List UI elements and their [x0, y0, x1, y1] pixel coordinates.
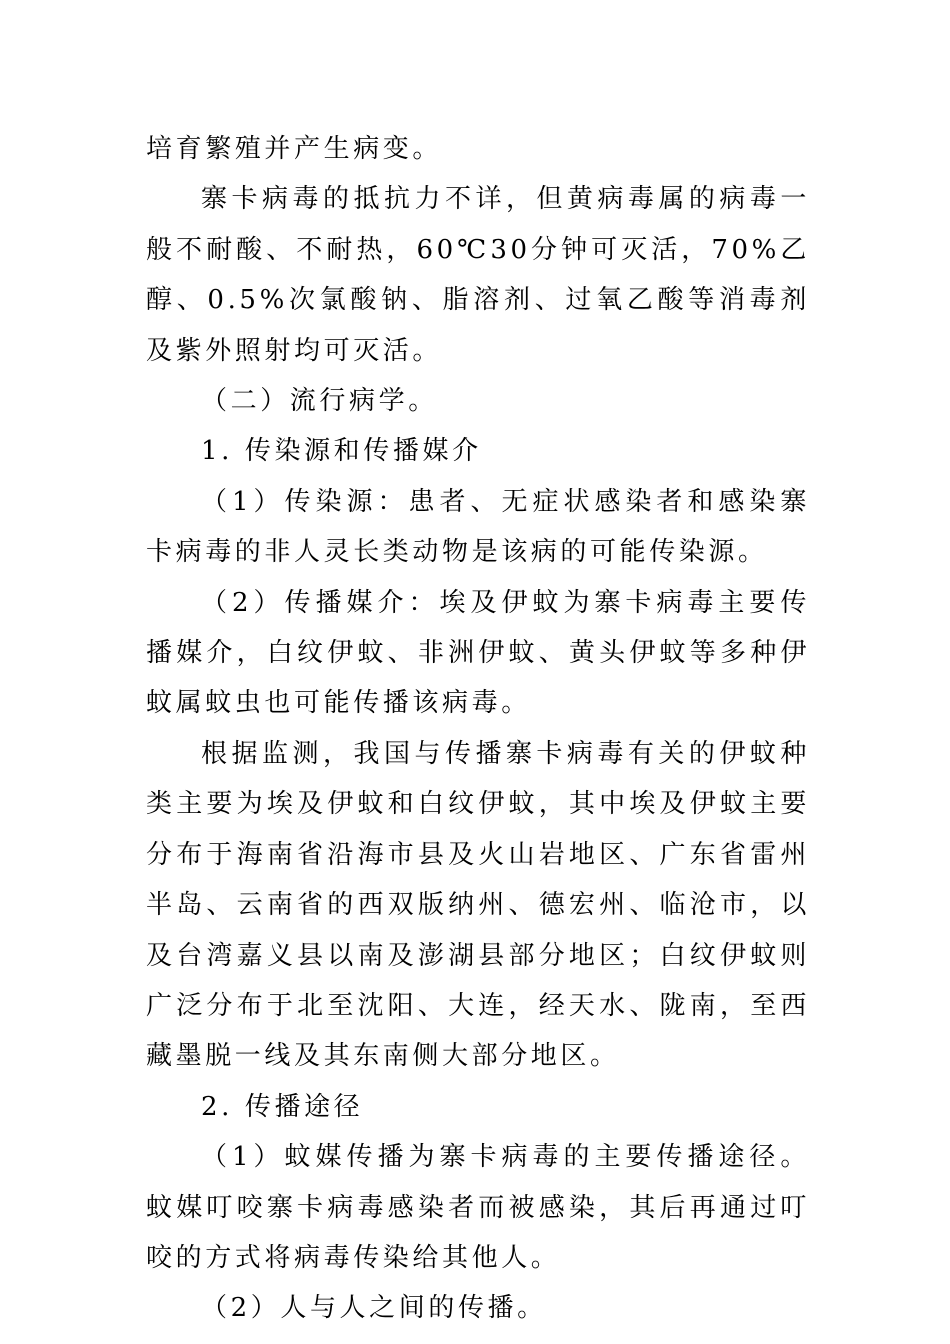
subheading-transmission-route: 2. 传播途径	[201, 1091, 364, 1122]
subheading-source-and-vector: 1. 传染源和传播媒介	[201, 436, 482, 467]
paragraph-infection-source: （1）传染源：患者、无症状感染者和感染寨卡病毒的非人灵长类动物是该病的可能传染源。	[146, 486, 810, 568]
paragraph-continuation: 培育繁殖并产生病变。	[146, 134, 443, 164]
paragraph-monitoring-distribution: 根据监测，我国与传播寨卡病毒有关的伊蚊种类主要为埃及伊蚊和白纹伊蚊，其中埃及伊蚊主要分布于海南省沿海市县及火山岩地区、广东省雷州半岛、云南省的西双版纳州、德宏州、临沧市，以及台湾嘉义县以南及澎湖县部分地区；白纹伊蚊则广泛分布于北至沈阳、大连，经天水、陇南，至西藏墨脱一线及其东南侧大部分地区。	[146, 738, 810, 1072]
paragraph-human-transmission: （2）人与人之间的传播。	[201, 1293, 547, 1324]
paragraph-resistance: 寨卡病毒的抵抗力不详，但黄病毒属的病毒一般不耐酸、不耐热，60℃30分钟可灭活，70%乙醇、0.5%次氯酸钠、脂溶剂、过氧乙酸等消毒剂及紫外照射均可灭活。	[146, 184, 810, 366]
paragraph-transmission-vector: （2）传播媒介：埃及伊蚊为寨卡病毒主要传播媒介，白纹伊蚊、非洲伊蚊、黄头伊蚊等多种伊蚊属蚊虫也可能传播该病毒。	[146, 587, 810, 719]
section-heading-epidemiology: （二）流行病学。	[201, 386, 438, 417]
document-page	[146, 124, 810, 1334]
paragraph-mosquito-transmission: （1）蚊媒传播为寨卡病毒的主要传播途径。蚊媒叮咬寨卡病毒感染者而被感染，其后再通过叮咬的方式将病毒传染给其他人。	[146, 1142, 810, 1273]
